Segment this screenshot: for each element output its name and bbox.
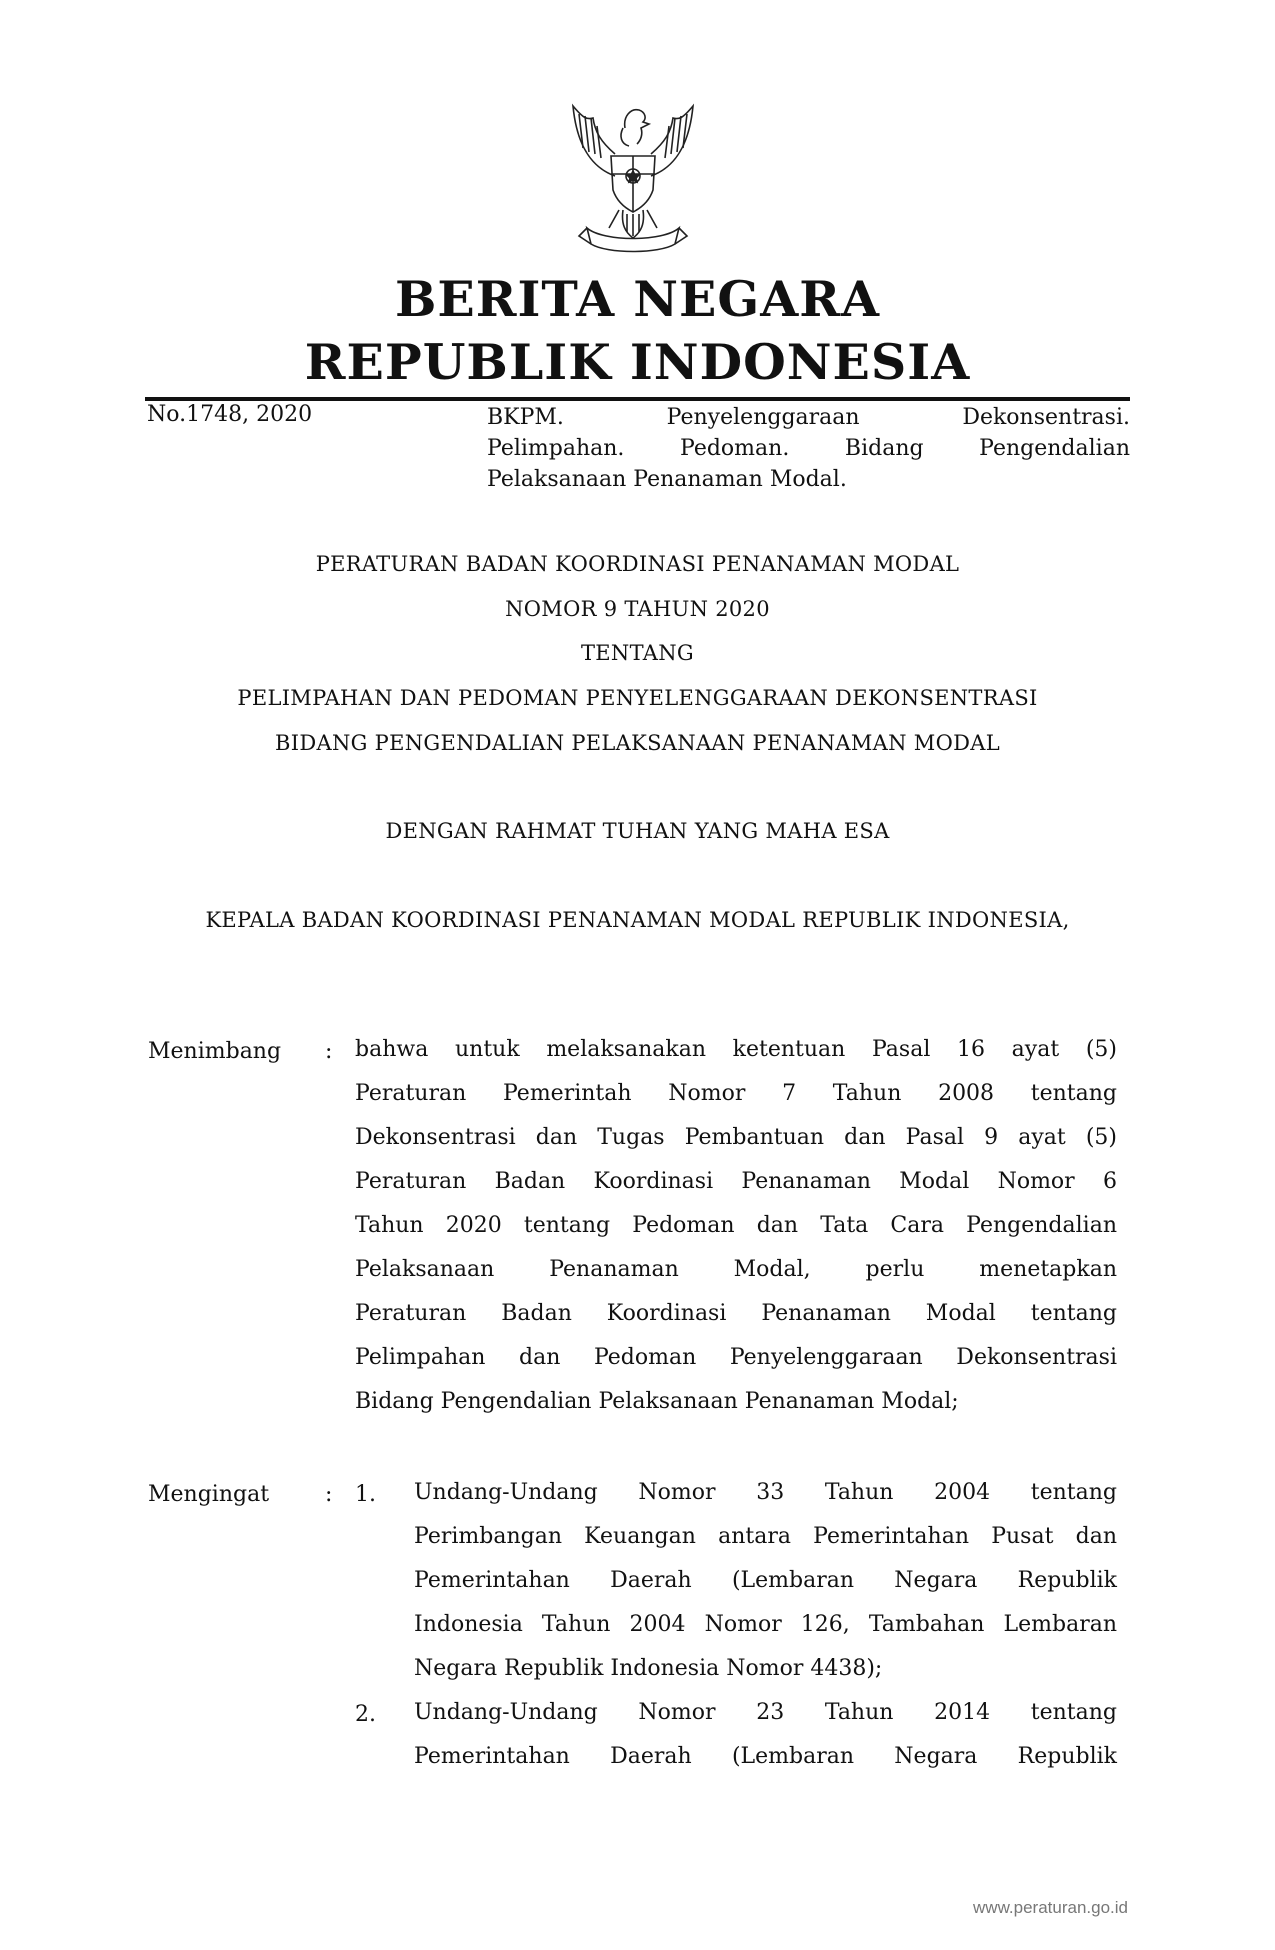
menimbang-text (355, 1028, 1117, 1424)
menimbang-label: Menimbang (148, 1039, 282, 1064)
mengingat-item-1-text (414, 1471, 1117, 1691)
regulation-subject-line-2: BIDANG PENGENDALIAN PELAKSANAAN PENANAMAN MODAL (275, 731, 1000, 755)
gazette-subject-line: Pelaksanaan Penanaman Modal. (487, 467, 847, 492)
regulation-title-line-1: PERATURAN BADAN KOORDINASI PENANAMAN MODAL (315, 552, 960, 576)
mengingat-item-number: 1. (355, 1482, 376, 1507)
mengingat-item-number: 2. (355, 1702, 376, 1727)
mengingat-item-line: Pemerintahan Daerah (Lembaran Negara Republik (414, 1744, 1117, 1769)
mengingat-item-2-text (414, 1691, 1117, 1779)
regulation-blessing: DENGAN RAHMAT TUHAN YANG MAHA ESA (385, 819, 890, 843)
regulation-tentang: TENTANG (581, 641, 694, 665)
mengingat-label: Mengingat (148, 1482, 270, 1507)
menimbang-line: Tahun 2020 tentang Pedoman dan Tata Cara Pengendalian (355, 1213, 1117, 1238)
gazette-subject (487, 402, 1130, 495)
regulation-subject-line-1: PELIMPAHAN DAN PEDOMAN PENYELENGGARAAN DEKONSENTRASI (237, 686, 1038, 710)
mengingat-item-line: Negara Republik Indonesia Nomor 4438); (414, 1656, 883, 1681)
gazette-number: No.1748, 2020 (147, 402, 313, 427)
footer-url[interactable]: www.peraturan.go.id (973, 1898, 1128, 1917)
menimbang-line: Peraturan Pemerintah Nomor 7 Tahun 2008 tentang (355, 1081, 1117, 1106)
masthead-title-line-1: BERITA NEGARA (394, 270, 880, 328)
mengingat-item-line: Undang-Undang Nomor 23 Tahun 2014 tentang (414, 1700, 1117, 1725)
menimbang-line: Peraturan Badan Koordinasi Penanaman Modal Nomor 6 (355, 1169, 1117, 1194)
mengingat-item-line: Perimbangan Keuangan antara Pemerintahan Pusat dan (414, 1524, 1117, 1549)
regulation-number: NOMOR 9 TAHUN 2020 (505, 597, 770, 621)
mengingat-item-line: Indonesia Tahun 2004 Nomor 126, Tambahan Lembaran (414, 1612, 1117, 1637)
gazette-subject-line: BKPM. Penyelenggaraan Dekonsentrasi. (487, 405, 1130, 430)
mengingat-colon: : (325, 1482, 333, 1507)
masthead-divider (145, 397, 1130, 401)
menimbang-colon: : (325, 1039, 333, 1064)
mengingat-item-line: Undang-Undang Nomor 33 Tahun 2004 tentang (414, 1480, 1117, 1505)
garuda-pancasila-emblem-icon (553, 98, 713, 258)
masthead-title-line-2: REPUBLIK INDONESIA (304, 333, 971, 391)
menimbang-line: Bidang Pengendalian Pelaksanaan Penanaman Modal; (355, 1389, 959, 1414)
menimbang-line: Pelimpahan dan Pedoman Penyelenggaraan Dekonsentrasi (355, 1345, 1117, 1370)
menimbang-line: Pelaksanaan Penanaman Modal, perlu menetapkan (355, 1257, 1117, 1282)
gazette-subject-line: Pelimpahan. Pedoman. Bidang Pengendalian (487, 436, 1130, 461)
regulation-issuer: KEPALA BADAN KOORDINASI PENANAMAN MODAL REPUBLIK INDONESIA, (205, 908, 1070, 932)
menimbang-line: Peraturan Badan Koordinasi Penanaman Modal tentang (355, 1301, 1117, 1326)
mengingat-item-line: Pemerintahan Daerah (Lembaran Negara Republik (414, 1568, 1117, 1593)
menimbang-line: Dekonsentrasi dan Tugas Pembantuan dan Pasal 9 ayat (5) (355, 1125, 1117, 1150)
menimbang-line: bahwa untuk melaksanakan ketentuan Pasal 16 ayat (5) (355, 1037, 1117, 1062)
